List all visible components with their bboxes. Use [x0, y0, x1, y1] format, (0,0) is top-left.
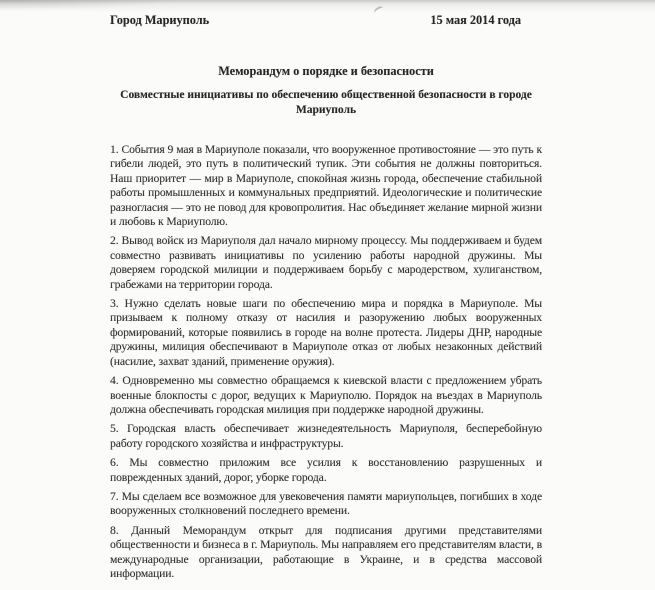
document-subtitle: Совместные инициативы по обеспечению общественной безопасности в городе Мариуполь: [120, 89, 532, 116]
memo-paragraph-8: 8. Данный Меморандум открыт для подписания другими представителями общественности и бизнеса в г. Мариуполь. Мы направляем его представителям власти, в международные организации, работающие в Украине, и в средства массовой информации.: [110, 523, 542, 580]
document-title: Меморандум о порядке и безопасности: [218, 64, 434, 78]
memo-paragraph-2: 2. Вывод войск из Мариуполя дал начало мирному процессу. Мы поддерживаем и будем совместно развивать инициативы по усилению работы народной дружины. Мы доверяем городской милиции и поддерживаем борьбу с мародерством, хулиганством, грабежами на территории города.: [110, 234, 542, 291]
memo-paragraph-1: 1. События 9 мая в Мариуполе показали, что вооруженное противостояние — это путь к гибели людей, это путь в политический тупик. Эти события не должны повториться. Наш приоритет — мир в Мариуполе, спокойная жизнь города, обеспечение стабильной работы промышленных и коммунальных предприятий. Идеологические и политические разногласия — это не повод для кровопролития. Нас объединяет желание мирной жизни и любовь к Мариуполю.: [110, 143, 542, 229]
document-date-label: 15 мая 2014 года: [430, 13, 521, 27]
memo-paragraph-4: 4. Одновременно мы совместно обращаемся к киевской власти с предложением убрать военные блокпосты с дорог, ведущих к Мариуполю. Порядок на въездах в Мариуполь должна обеспечивать городская милиция при поддержке народной дружины.: [110, 374, 542, 416]
memo-paragraph-6: 6. Мы совместно приложим все усилия к восстановлению разрушенных и поврежденных зданий, дорог, уборке города.: [110, 456, 542, 484]
document-body: [110, 143, 542, 581]
document-city-label: Город Мариуполь: [110, 13, 210, 27]
memo-paragraph-5: 5. Городская власть обеспечивает жизнедеятельность Мариуполя, бесперебойную работу городского хозяйства и инфраструктуры.: [110, 422, 542, 450]
memo-paragraph-7: 7. Мы сделаем все возможное для увековечения памяти мариупольцев, погибших в ходе вооруженных столкновений последнего времени.: [110, 489, 542, 518]
document-header: [110, 0, 542, 28]
document-text-block: [110, 0, 542, 586]
memo-paragraph-3: 3. Нужно сделать новые шаги по обеспечению мира и порядка в Мариуполе. Мы призываем к полному отказу от насилия и разоружению любых вооруженных формирований, которые появились в городе на волне протеста. Лидеры ДНР, народные дружины, милиция обеспечивают в Мариуполе отказ от любых незаконных действий (насилие, захват зданий, применение оружия).: [110, 297, 542, 368]
